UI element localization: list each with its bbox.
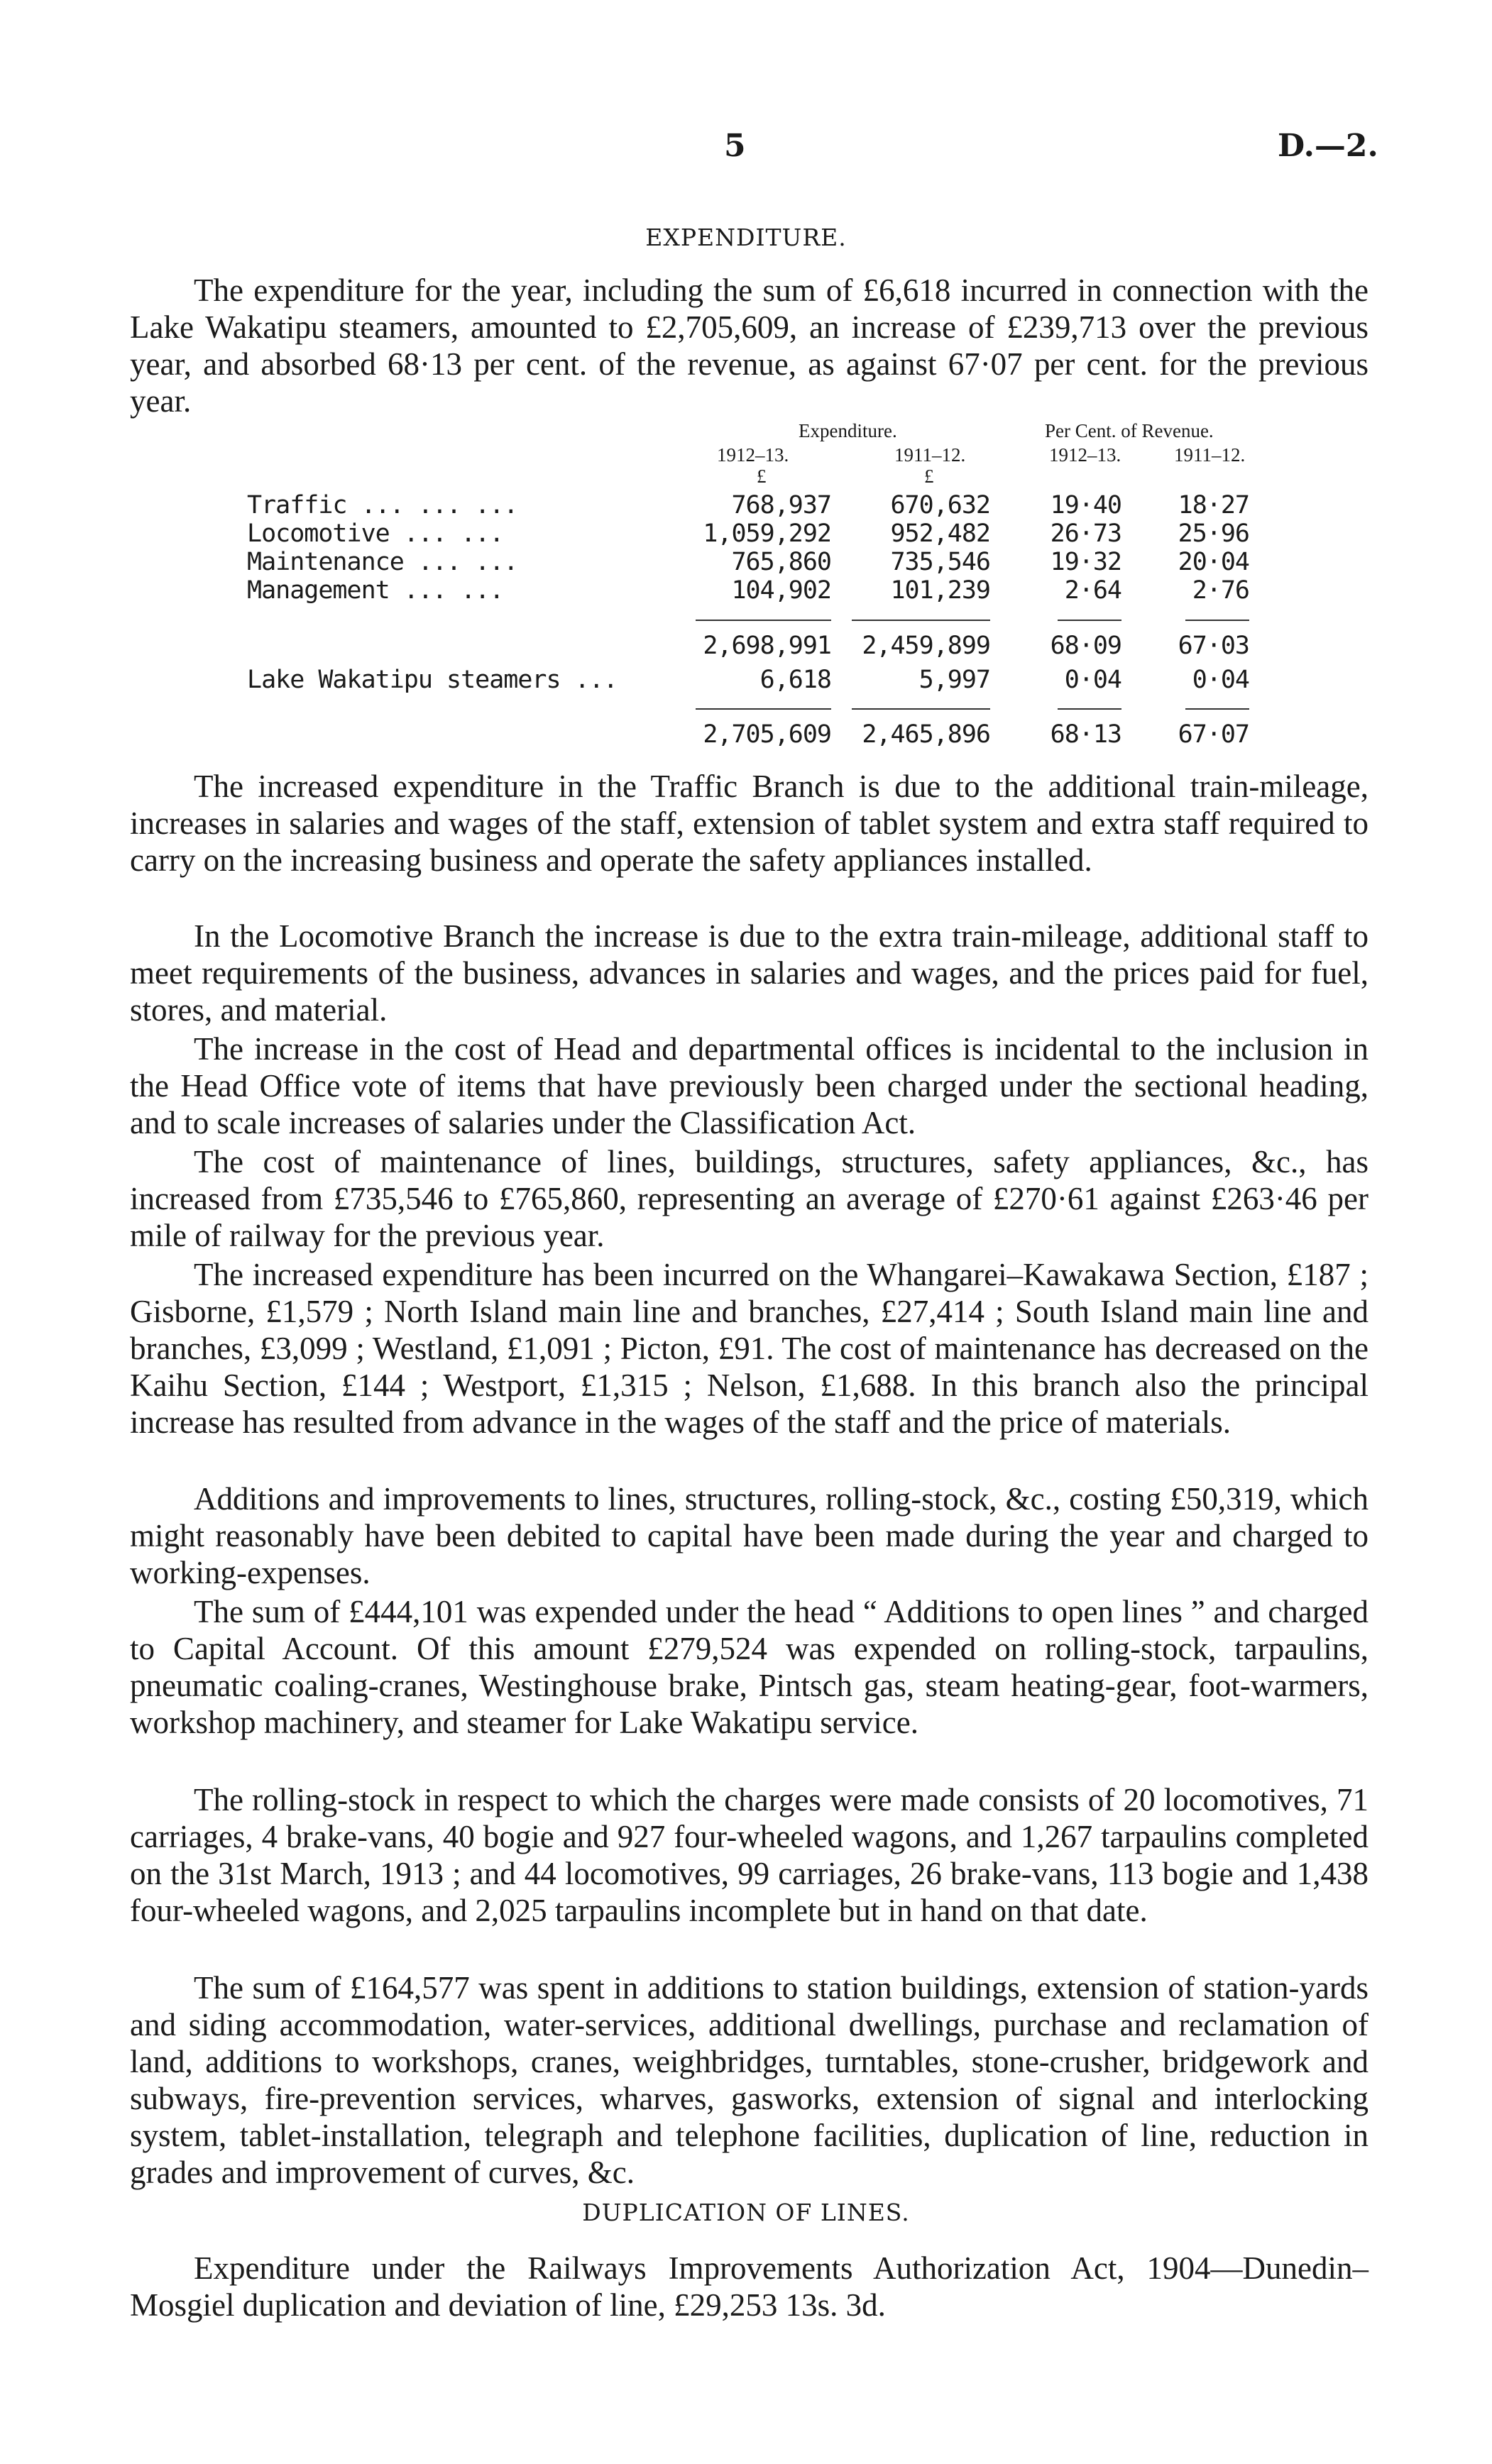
cell-pct-1912: 68·13 [1050, 720, 1121, 749]
column-year-exp-1911: 1911–12. [894, 444, 966, 466]
column-unit-pound: £ [924, 466, 934, 487]
cell-exp-1911: 5,997 [918, 666, 990, 694]
column-group-expenditure: Expenditure. [799, 420, 897, 441]
paragraph-station-works: The sum of £164,577 was spent in additions to station buildings, extension of station-yards and siding accommodation, water-services, additional dwellings, purchase and reclamation of land, additions to workshops, cranes, weighbridges, turntables, stone-crusher, bridgework and subways, fire-prevention services, wharves, gasworks, extension of signal and interlocking system, tablet-installation, telegraph and telephone facilities, duplication of line, reduction in grades and improvement of curves, &c. [130, 1970, 1368, 2190]
row-label: Traffic ... ... ... [247, 491, 518, 519]
cell-pct-1912: 19·40 [1050, 491, 1121, 519]
row-label: Management ... ... [247, 576, 504, 605]
table-rule [852, 620, 990, 621]
column-group-percent: Per Cent. of Revenue. [1045, 420, 1214, 441]
cell-exp-1912: 6,618 [759, 666, 831, 694]
cell-exp-1911: 2,465,896 [862, 720, 990, 749]
section-title-duplication: DUPLICATION OF LINES. [582, 2199, 910, 2226]
cell-pct-1911: 0·04 [1192, 666, 1249, 694]
cell-exp-1912: 765,860 [731, 548, 831, 576]
row-label: Locomotive ... ... [247, 519, 504, 548]
cell-pct-1911: 25·96 [1178, 519, 1249, 548]
cell-exp-1911: 670,632 [890, 491, 990, 519]
cell-exp-1912: 2,705,609 [703, 720, 831, 749]
table-rule [696, 620, 831, 621]
cell-exp-1912: 2,698,991 [703, 632, 831, 660]
page-number: 5 [724, 128, 746, 164]
cell-pct-1911: 67·07 [1178, 720, 1249, 749]
column-year-pct-1912: 1912–13. [1049, 444, 1121, 466]
paragraph-maintenance: The cost of maintenance of lines, buildings, structures, safety appliances, &c., has increased from £735,546 to £765,860, representing an average of £270·61 against £263·46 per mile of railway for the previous year. [130, 1144, 1368, 1253]
cell-pct-1911: 18·27 [1178, 491, 1249, 519]
column-unit-pound: £ [757, 466, 767, 487]
paragraph-duplication: Expenditure under the Railways Improvements Authorization Act, 1904—Dunedin–Mosgiel duplication and deviation of line, £29,253 13s. 3d. [130, 2250, 1368, 2323]
paragraph-increased-expenditure: The increased expenditure has been incurred on the Whangarei–Kawakawa Section, £187 ; Gisborne, £1,579 ; North Island main line and branches, £27,414 ; South Island main line and branches, £3,099 ; Westland, £1,091 ; Picton, £91. The cost of maintenance has decreased on the Kaihu Section, £144 ; Westport, £1,315 ; Nelson, £1,688. In this branch also the principal increase has resulted from advance in the wages of the staff and the price of materials. [130, 1257, 1368, 1440]
cell-pct-1911: 2·76 [1192, 576, 1249, 605]
cell-pct-1912: 19·32 [1050, 548, 1121, 576]
table-rule [1058, 620, 1121, 621]
table-rule [1185, 708, 1249, 710]
table-rule [852, 708, 990, 710]
paragraph-traffic: The increased expenditure in the Traffic Branch is due to the additional train-mileage, increases in salaries and wages of the staff, extension of tablet system and extra staff required to carry on the increasing business and operate the safety appliances installed. [130, 769, 1368, 878]
cell-exp-1911: 735,546 [890, 548, 990, 576]
table-rule [696, 708, 831, 710]
cell-pct-1912: 26·73 [1050, 519, 1121, 548]
cell-pct-1912: 0·04 [1064, 666, 1121, 694]
table-rule [1185, 620, 1249, 621]
cell-exp-1912: 104,902 [731, 576, 831, 605]
paragraph-capital-account: The sum of £444,101 was expended under the head “ Additions to open lines ” and charged to Capital Account. Of this amount £279,524 was expended on rolling-stock, tarpaulins, pneumatic coaling-cranes, Westinghouse brake, Pintsch gas, steam heating-gear, foot-warmers, workshop machinery, and steamer for Lake Wakatipu service. [130, 1594, 1368, 1740]
row-label: Lake Wakatipu steamers ... [247, 666, 618, 694]
table-rule [1058, 708, 1121, 710]
cell-exp-1912: 1,059,292 [703, 519, 831, 548]
paragraph-rolling-stock: The rolling-stock in respect to which the charges were made consists of 20 locomotives, 71 carriages, 4 brake-vans, 40 bogie and 927 four-wheeled wagons, and 1,267 tarpaulins completed on the 31st March, 1913 ; and 44 locomotives, 99 carriages, 26 brake-vans, 113 bogie and 1,438 four-wheeled wagons, and 2,025 tarpaulins incomplete but in hand on that date. [130, 1782, 1368, 1928]
cell-pct-1912: 2·64 [1064, 576, 1121, 605]
paragraph-head-office: The increase in the cost of Head and departmental offices is incidental to the inclusion in the Head Office vote of items that have previously been charged under the sectional heading, and to scale increases of salaries under the Classification Act. [130, 1031, 1368, 1140]
cell-exp-1911: 2,459,899 [862, 632, 990, 660]
column-year-pct-1911: 1911–12. [1174, 444, 1246, 466]
section-title-expenditure: EXPENDITURE. [645, 224, 847, 251]
cell-exp-1911: 101,239 [890, 576, 990, 605]
cell-pct-1911: 20·04 [1178, 548, 1249, 576]
intro-paragraph: The expenditure for the year, including the sum of £6,618 incurred in connection with the Lake Wakatipu steamers, amounted to £2,705,609, an increase of £239,713 over the previous year, and absorbed 68·13 per cent. of the revenue, as against 67·07 per cent. for the previous year. [130, 273, 1368, 419]
column-year-exp-1912: 1912–13. [717, 444, 789, 466]
cell-pct-1912: 68·09 [1050, 632, 1121, 660]
cell-exp-1912: 768,937 [731, 491, 831, 519]
paragraph-additions: Additions and improvements to lines, structures, rolling-stock, &c., costing £50,319, which might reasonably have been debited to capital have been made during the year and charged to working-expenses. [130, 1481, 1368, 1590]
cell-pct-1911: 67·03 [1178, 632, 1249, 660]
row-label: Maintenance ... ... [247, 548, 518, 576]
cell-exp-1911: 952,482 [890, 519, 990, 548]
document-reference: D.—2. [1278, 128, 1378, 164]
paragraph-locomotive: In the Locomotive Branch the increase is due to the extra train-mileage, additional staff to meet requirements of the business, advances in salaries and wages, and the prices paid for fuel, stores, and material. [130, 918, 1368, 1028]
